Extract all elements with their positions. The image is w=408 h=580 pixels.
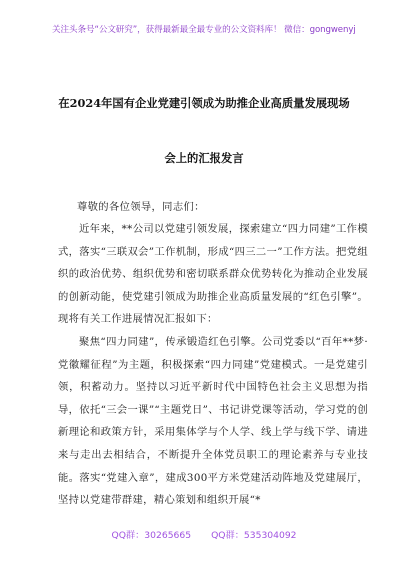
document-title-line2: 会上的汇报发言 [164,151,244,165]
qq-group-2: QQ群：535304092 [211,530,297,541]
promo-header: 关注头条号“公文研究”，获得最新最全最专业的公文资料库！ 微信：gongwenyj [52,25,356,35]
document-title-line1: 在2024年国有企业党建引领成为助推企业高质量发展现场 [58,96,350,110]
qq-footer [0,529,408,543]
paragraph-four-forces: 聚焦“四力同建”，传承锻造红色引擎。公司党委以“百年**梦·党徽耀征程”为主题，积极探索“四力同建”党建模式。一是党建引领，积蓄动力。坚持以习近平新时代中国特色社会主义思想为指导，依托“三会一课”“主题党日”、书记讲党课等活动，学习党的创新理论和政策方针，采用集体学与个人学、线上学与线下学、请进来与走出去相结合，不断提升全体党员职工的理论素养与专业技能。落实“党建入章”，建成300平方米党建活动阵地及党建展厅，坚持以党建带群建，精心策划和组织开展“* [58,336,368,507]
paragraph-intro: 近年来，**公司以党建引领发展，探索建立“四力同建”工作模式，落实“三联双会”工作机制，形成“四三二一”工作方法。把党组织的政治优势、组织优势和密切联系群众优势转化为推动企业发展的创新动能，使党建引领成为助推企业高质量发展的“红色引擎”。现将有关工作进展情况汇报如下： [58,223,368,326]
greeting: 尊敬的各位领导，同志们： [77,201,205,213]
qq-group-1: QQ群：30265665 [111,530,192,541]
